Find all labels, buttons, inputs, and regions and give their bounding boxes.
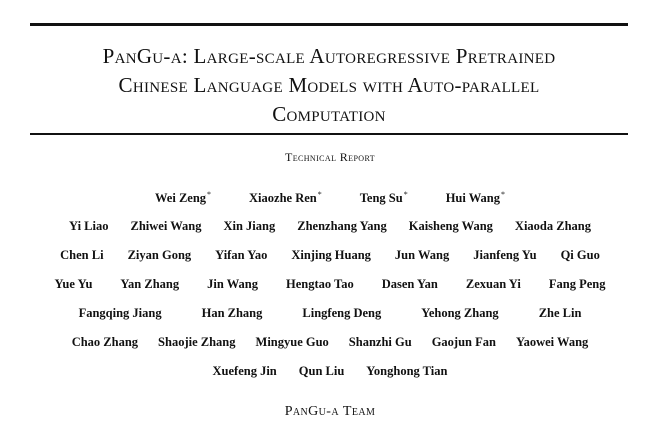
author-name-text: Teng Su bbox=[359, 191, 403, 205]
author-name: Yehong Zhang bbox=[421, 306, 499, 320]
equal-contribution-mark: * bbox=[207, 190, 212, 199]
bottom-rule bbox=[30, 133, 628, 135]
author-name: Jianfeng Yu bbox=[473, 248, 537, 262]
author-name: Yan Zhang bbox=[120, 277, 180, 291]
top-rule bbox=[30, 23, 628, 26]
author-name: Yue Yu bbox=[54, 277, 93, 291]
author-name: Mingyue Guo bbox=[255, 335, 329, 349]
author-name: Xiaoda Zhang bbox=[514, 219, 591, 233]
author-name: Qun Liu bbox=[298, 364, 345, 378]
author-name: Dasen Yan bbox=[381, 277, 438, 291]
author-name: Yi Liao bbox=[69, 219, 109, 233]
author-name bbox=[249, 190, 322, 210]
author-name: Xinjing Huang bbox=[291, 248, 371, 262]
author-row bbox=[0, 335, 660, 355]
author-name: Yonghong Tian bbox=[366, 364, 448, 378]
author-row bbox=[0, 190, 660, 210]
author-row bbox=[0, 219, 660, 239]
author-row bbox=[0, 306, 660, 326]
title-line-3: Computation bbox=[272, 102, 386, 126]
author-name: Qi Guo bbox=[560, 248, 600, 262]
equal-contribution-mark: * bbox=[317, 190, 322, 199]
author-name-text: Xiaozhe Ren bbox=[249, 191, 317, 205]
author-name: Jin Wang bbox=[207, 277, 258, 291]
author-name: Xuefeng Jin bbox=[212, 364, 277, 378]
author-name bbox=[360, 190, 408, 210]
author-name-text: Wei Zeng bbox=[154, 191, 207, 205]
author-name: Gaojun Fan bbox=[431, 335, 496, 349]
author-row bbox=[0, 277, 660, 297]
equal-contribution-mark: * bbox=[501, 190, 506, 199]
report-label: Technical Report bbox=[284, 150, 376, 164]
title-line-2: Chinese Language Models with Auto-parallel bbox=[118, 73, 540, 97]
author-row bbox=[0, 364, 660, 384]
author-name: Yaowei Wang bbox=[515, 335, 589, 349]
author-name: Hengtao Tao bbox=[285, 277, 354, 291]
author-name: Shanzhi Gu bbox=[348, 335, 412, 349]
author-name: Ziyan Gong bbox=[127, 248, 192, 262]
author-name: Han Zhang bbox=[201, 306, 263, 320]
author-name: Lingfeng Deng bbox=[302, 306, 382, 320]
author-name: Xin Jiang bbox=[223, 219, 276, 233]
author-name: Chao Zhang bbox=[71, 335, 139, 349]
author-name bbox=[155, 190, 211, 210]
author-name: Jun Wang bbox=[394, 248, 450, 262]
author-name: Fang Peng bbox=[548, 277, 606, 291]
author-name: Zhenzhang Yang bbox=[297, 219, 387, 233]
author-name: Shaojie Zhang bbox=[158, 335, 236, 349]
author-name: Zhiwei Wang bbox=[130, 219, 202, 233]
paper-title bbox=[30, 42, 628, 129]
equal-contribution-mark: * bbox=[403, 190, 408, 199]
author-name: Fangqing Jiang bbox=[78, 306, 162, 320]
author-name: Zhe Lin bbox=[538, 306, 582, 320]
author-row bbox=[0, 248, 660, 268]
author-name-text: Hui Wang bbox=[445, 191, 501, 205]
author-name: Yifan Yao bbox=[215, 248, 268, 262]
author-name: Zexuan Yi bbox=[465, 277, 521, 291]
title-line-1: PanGu-α: Large-scale Autoregressive Pretrained bbox=[102, 44, 556, 68]
team-label: PanGu-α Team bbox=[284, 404, 376, 419]
author-name: Kaisheng Wang bbox=[408, 219, 493, 233]
author-name bbox=[446, 190, 505, 210]
author-name: Chen Li bbox=[60, 248, 104, 262]
